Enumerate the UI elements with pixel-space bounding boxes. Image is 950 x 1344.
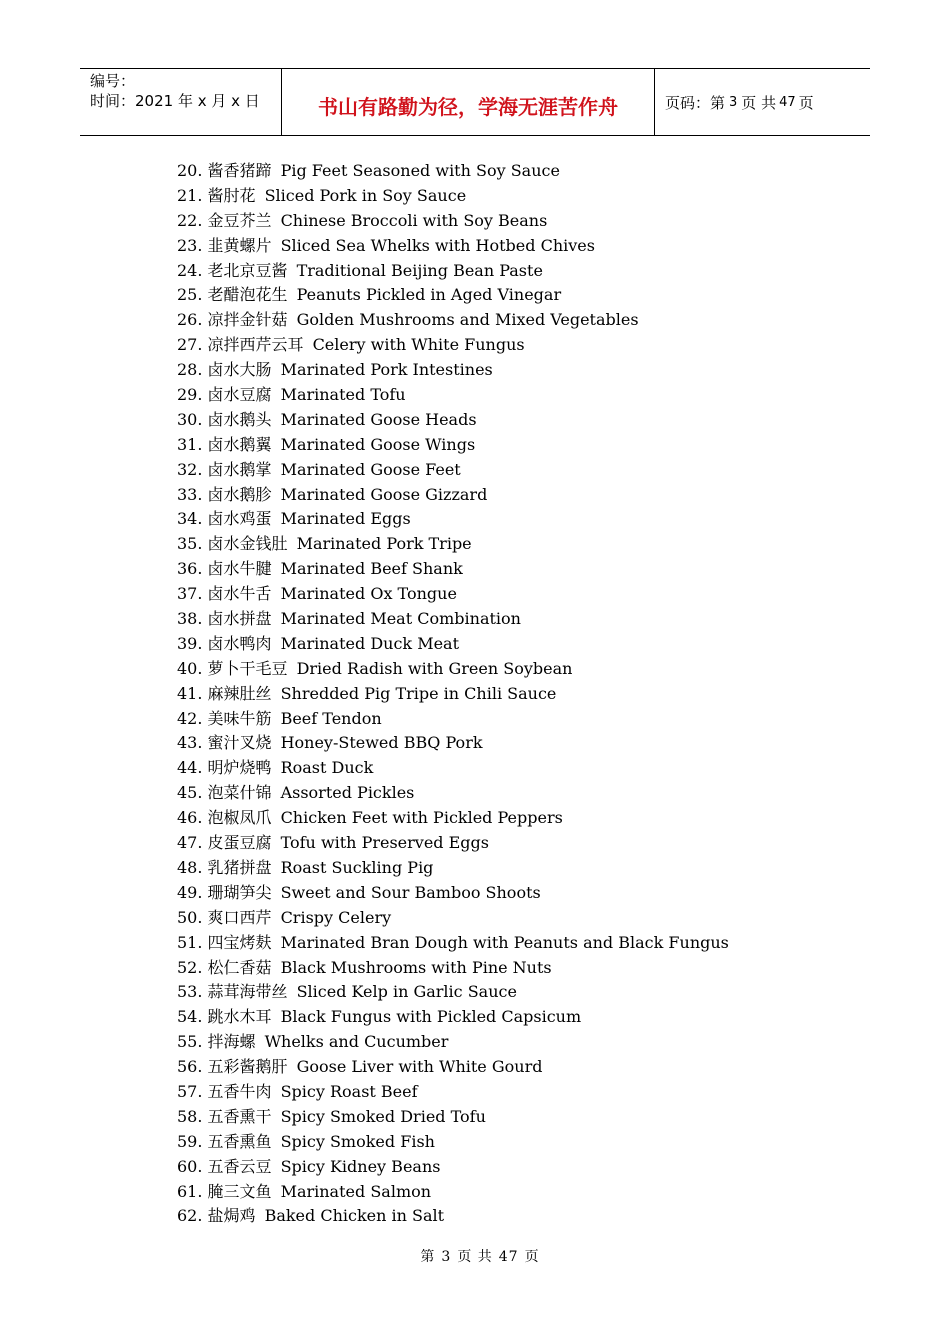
menu-item-english: Marinated Goose Gizzard — [280, 484, 488, 504]
menu-item-english: Sliced Kelp in Garlic Sauce — [296, 982, 517, 1002]
menu-item-chinese: 卤水鹅翼 — [207, 434, 272, 454]
menu-item-english: Spicy Kidney Beans — [280, 1156, 441, 1176]
menu-item-english: Baked Chicken in Salt — [264, 1206, 445, 1226]
menu-item — [177, 483, 729, 508]
menu-item-chinese: 金豆芥兰 — [207, 210, 272, 230]
menu-item — [177, 682, 729, 707]
menu-item-english: Roast Duck — [280, 758, 374, 778]
menu-item — [177, 259, 729, 284]
menu-item — [177, 931, 729, 956]
menu-item-chinese: 爽口西芹 — [207, 907, 272, 927]
menu-item — [177, 458, 729, 483]
menu-item-english: Tofu with Preserved Eggs — [280, 833, 489, 853]
menu-item-chinese: 卤水牛腱 — [207, 559, 272, 579]
menu-item-number: 40. — [177, 658, 203, 678]
menu-item-english: Assorted Pickles — [280, 783, 415, 803]
menu-item — [177, 607, 729, 632]
menu-item — [177, 557, 729, 582]
footer-page-number: 3 — [441, 1249, 452, 1265]
menu-item — [177, 1080, 729, 1105]
menu-item-english: Celery with White Fungus — [312, 335, 525, 355]
menu-item-chinese: 松仁香菇 — [207, 957, 272, 977]
menu-item-number: 39. — [177, 633, 203, 653]
menu-item-number: 47. — [177, 833, 203, 853]
date-label: 时间：2021 年 x 月 x 日 — [90, 92, 260, 110]
menu-item-chinese: 卤水鸭肉 — [207, 633, 272, 653]
menu-item-chinese: 四宝烤麸 — [207, 932, 272, 952]
menu-item-english: Marinated Duck Meat — [280, 633, 460, 653]
menu-item-number: 23. — [177, 235, 203, 255]
menu-item-english: Chinese Broccoli with Soy Beans — [280, 210, 548, 230]
menu-item-english: Marinated Salmon — [280, 1181, 432, 1201]
menu-item — [177, 1204, 729, 1229]
menu-item-chinese: 卤水鹅掌 — [207, 459, 272, 479]
menu-item-english: Marinated Goose Feet — [280, 459, 461, 479]
menu-item-english: Peanuts Pickled in Aged Vinegar — [296, 285, 562, 305]
menu-item-number: 33. — [177, 484, 203, 504]
menu-item-chinese: 五香熏鱼 — [207, 1131, 272, 1151]
menu-item-chinese: 腌三文鱼 — [207, 1181, 272, 1201]
menu-item-number: 31. — [177, 434, 203, 454]
header-page-cell — [655, 69, 870, 135]
menu-item-chinese: 乳猪拼盘 — [207, 857, 272, 877]
menu-item-number: 58. — [177, 1106, 203, 1126]
menu-item-chinese: 老北京豆酱 — [207, 260, 288, 280]
menu-item-english: Shredded Pig Tripe in Chili Sauce — [280, 683, 557, 703]
menu-item — [177, 532, 729, 557]
menu-item — [177, 408, 729, 433]
menu-item — [177, 657, 729, 682]
menu-item-number: 26. — [177, 310, 203, 330]
menu-item-number: 28. — [177, 360, 203, 380]
menu-item — [177, 806, 729, 831]
menu-item-english: Beef Tendon — [280, 708, 382, 728]
menu-item-number: 27. — [177, 335, 203, 355]
menu-item-chinese: 韭黄螺片 — [207, 235, 272, 255]
menu-item-english: Marinated Ox Tongue — [280, 584, 457, 604]
page-prefix: 页码：第 — [665, 93, 726, 112]
menu-item-chinese: 五彩酱鹅肝 — [207, 1057, 288, 1077]
menu-item-english: Spicy Smoked Dried Tofu — [280, 1106, 486, 1126]
menu-item — [177, 781, 729, 806]
menu-item — [177, 980, 729, 1005]
header-left-cell — [80, 69, 282, 135]
menu-item-english: Marinated Pork Intestines — [280, 360, 493, 380]
menu-item-number: 60. — [177, 1156, 203, 1176]
menu-item — [177, 358, 729, 383]
menu-item-english: Chicken Feet with Pickled Peppers — [280, 808, 563, 828]
menu-item-chinese: 卤水牛舌 — [207, 584, 272, 604]
menu-item-english: Pig Feet Seasoned with Soy Sauce — [280, 161, 560, 180]
page-header — [80, 68, 870, 136]
menu-item-number: 21. — [177, 185, 203, 205]
menu-item — [177, 507, 729, 532]
menu-item-chinese: 美味牛筋 — [207, 708, 272, 728]
menu-item-number: 59. — [177, 1131, 203, 1151]
menu-item-number: 41. — [177, 683, 203, 703]
menu-item — [177, 1180, 729, 1205]
menu-item-number: 38. — [177, 609, 203, 629]
menu-item-english: Spicy Roast Beef — [280, 1081, 418, 1101]
menu-item-chinese: 卤水鸡蛋 — [207, 509, 272, 529]
menu-item-number: 53. — [177, 982, 203, 1002]
menu-item-number: 43. — [177, 733, 203, 753]
menu-item-english: Black Mushrooms with Pine Nuts — [280, 957, 552, 977]
menu-item-english: Sliced Pork in Soy Sauce — [264, 185, 467, 205]
menu-item-chinese: 珊瑚笋尖 — [207, 882, 272, 902]
menu-item-number: 37. — [177, 584, 203, 604]
menu-item-english: Sliced Sea Whelks with Hotbed Chives — [280, 235, 595, 255]
menu-item-chinese: 酱肘花 — [207, 185, 256, 205]
menu-item-number: 49. — [177, 882, 203, 902]
menu-item-english: Whelks and Cucumber — [264, 1032, 449, 1052]
menu-item-number: 45. — [177, 783, 203, 803]
menu-item-english: Crispy Celery — [280, 907, 392, 927]
menu-item-chinese: 萝卜干毛豆 — [207, 658, 288, 678]
menu-item-english: Black Fungus with Pickled Capsicum — [280, 1007, 582, 1027]
menu-item-number: 57. — [177, 1081, 203, 1101]
menu-item-english: Sweet and Sour Bamboo Shoots — [280, 882, 541, 902]
menu-item-chinese: 卤水豆腐 — [207, 385, 272, 405]
header-motto-cell — [282, 69, 655, 135]
footer-prefix: 第 — [420, 1249, 436, 1265]
footer-mid: 页 共 — [457, 1249, 493, 1265]
menu-item-chinese: 卤水鹅胗 — [207, 484, 272, 504]
menu-item — [177, 856, 729, 881]
menu-item — [177, 731, 729, 756]
menu-item-english: Goose Liver with White Gourd — [296, 1057, 543, 1077]
menu-item-number: 55. — [177, 1032, 203, 1052]
menu-item-number: 62. — [177, 1206, 203, 1226]
menu-item — [177, 333, 729, 358]
menu-item-chinese: 凉拌金针菇 — [207, 310, 288, 330]
menu-item-number: 24. — [177, 260, 203, 280]
menu-item-english: Dried Radish with Green Soybean — [296, 658, 573, 678]
menu-item-english: Marinated Eggs — [280, 509, 411, 529]
menu-item-number: 34. — [177, 509, 203, 529]
menu-item — [177, 159, 729, 184]
menu-item — [177, 756, 729, 781]
menu-item-number: 20. — [177, 161, 203, 180]
menu-item-number: 25. — [177, 285, 203, 305]
menu-item — [177, 956, 729, 981]
menu-item-english: Spicy Smoked Fish — [280, 1131, 435, 1151]
menu-item-chinese: 泡菜什锦 — [207, 783, 272, 803]
menu-item — [177, 433, 729, 458]
menu-item-chinese: 五香牛肉 — [207, 1081, 272, 1101]
menu-item-chinese: 老醋泡花生 — [207, 285, 288, 305]
menu-item-english: Traditional Beijing Bean Paste — [296, 260, 543, 280]
menu-item-chinese: 皮蛋豆腐 — [207, 833, 272, 853]
menu-item-english: Marinated Goose Wings — [280, 434, 476, 454]
menu-item-english: Marinated Meat Combination — [280, 609, 521, 629]
menu-item — [177, 1155, 729, 1180]
menu-item — [177, 881, 729, 906]
menu-item-number: 32. — [177, 459, 203, 479]
menu-item-chinese: 凉拌西芹云耳 — [207, 335, 304, 355]
menu-item — [177, 308, 729, 333]
menu-item-english: Golden Mushrooms and Mixed Vegetables — [296, 310, 639, 330]
page-suffix: 页 — [798, 93, 814, 112]
code-label: 编号： — [90, 72, 136, 90]
menu-item-number: 30. — [177, 409, 203, 429]
menu-item — [177, 582, 729, 607]
footer-total: 47 — [498, 1249, 519, 1265]
menu-item-number: 54. — [177, 1007, 203, 1027]
menu-item-number: 42. — [177, 708, 203, 728]
menu-item — [177, 707, 729, 732]
menu-item-chinese: 明炉烧鸭 — [207, 758, 272, 778]
menu-item-number: 50. — [177, 907, 203, 927]
menu-item-chinese: 卤水鹅头 — [207, 409, 272, 429]
menu-list — [177, 159, 729, 1229]
menu-item-number: 56. — [177, 1057, 203, 1077]
page-total: 47 — [779, 94, 796, 110]
menu-item-chinese: 卤水大肠 — [207, 360, 272, 380]
menu-item — [177, 283, 729, 308]
menu-item-chinese: 拌海螺 — [207, 1032, 256, 1052]
menu-item — [177, 632, 729, 657]
menu-item-chinese: 泡椒凤爪 — [207, 808, 272, 828]
menu-item-number: 46. — [177, 808, 203, 828]
menu-item-chinese: 蒜茸海带丝 — [207, 982, 288, 1002]
menu-item-chinese: 蜜汁叉烧 — [207, 733, 272, 753]
menu-item — [177, 1055, 729, 1080]
menu-item — [177, 831, 729, 856]
menu-item-chinese: 卤水拼盘 — [207, 609, 272, 629]
menu-item — [177, 209, 729, 234]
menu-item-number: 29. — [177, 385, 203, 405]
menu-item-chinese: 五香熏干 — [207, 1106, 272, 1126]
menu-item — [177, 1030, 729, 1055]
menu-item-english: Marinated Tofu — [280, 385, 406, 405]
menu-item — [177, 1130, 729, 1155]
menu-item-number: 61. — [177, 1181, 203, 1201]
menu-item — [177, 234, 729, 259]
menu-item-number: 35. — [177, 534, 203, 554]
menu-item-number: 36. — [177, 559, 203, 579]
menu-item-english: Roast Suckling Pig — [280, 857, 434, 877]
menu-item-chinese: 跳水木耳 — [207, 1007, 272, 1027]
page-mid: 页 共 — [741, 93, 777, 112]
menu-item — [177, 184, 729, 209]
motto: 书山有路勤为径，学海无涯苦作舟 — [318, 94, 618, 119]
menu-item-number: 44. — [177, 758, 203, 778]
menu-item-number: 51. — [177, 932, 203, 952]
menu-item-chinese: 五香云豆 — [207, 1156, 272, 1176]
menu-item-chinese: 酱香猪蹄 — [207, 161, 272, 180]
menu-item — [177, 1005, 729, 1030]
menu-item-english: Marinated Bran Dough with Peanuts and Black Fungus — [280, 932, 729, 952]
menu-item-chinese: 麻辣肚丝 — [207, 683, 272, 703]
menu-item-number: 48. — [177, 857, 203, 877]
menu-item-english: Honey-Stewed BBQ Pork — [280, 733, 483, 753]
footer-suffix: 页 — [524, 1249, 540, 1265]
menu-item-chinese: 盐焗鸡 — [207, 1206, 256, 1226]
page-footer — [0, 1246, 950, 1266]
menu-item — [177, 1105, 729, 1130]
menu-item — [177, 906, 729, 931]
menu-item-english: Marinated Goose Heads — [280, 409, 477, 429]
menu-item-number: 22. — [177, 210, 203, 230]
menu-item-chinese: 卤水金钱肚 — [207, 534, 288, 554]
page-number: 3 — [729, 94, 738, 110]
menu-item — [177, 383, 729, 408]
menu-item-english: Marinated Beef Shank — [280, 559, 463, 579]
menu-item-number: 52. — [177, 957, 203, 977]
menu-item-english: Marinated Pork Tripe — [296, 534, 472, 554]
